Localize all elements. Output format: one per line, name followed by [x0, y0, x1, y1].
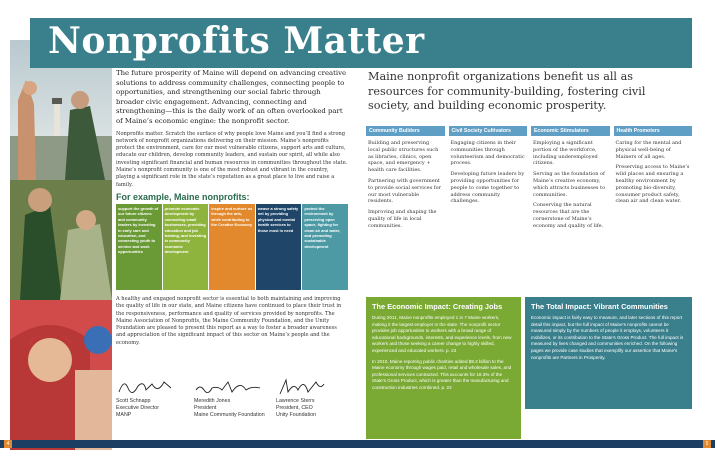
- left-column: [116, 69, 348, 347]
- example-heading: For example, Maine nonprofits:: [116, 191, 250, 202]
- photo-collage: [10, 40, 112, 450]
- signer-title: President, CEO: [276, 405, 313, 411]
- box-paragraph: During 2011, Maine nonprofits employed 1 in 7 Maine workers, making it the largest employer in the state. The nonprofit sector provides job opportunities to workers with a broad range of educational backgrounds, interests, and experience levels, from new workers and those seeking a career change to highly skilled, experienced and educated workers. p. 23: [372, 315, 512, 353]
- column-header: Economic Stimulators: [531, 126, 610, 136]
- body-paragraph-2: A healthy and engaged nonprofit sector is essential to both maintaining and improving the quality of life in our state, and Maine citizens have continued to place their trust in the responsiveness, performance and quality of services provided by nonprofits. The Maine Association of Nonprofits, the Maine Community Foundation, and the Unity Foundation are pleased to present this report as a way to foster a broader awareness and appreciation of the significant impact of this sector on Maine’s people and the economy.: [116, 295, 342, 346]
- handwritten-signature: [276, 376, 326, 398]
- column-header: Health Promoters: [614, 126, 693, 136]
- column-paragraph: Improving and shaping the quality of life in local communities.: [368, 209, 437, 229]
- box-title: The Total Impact: Vibrant Communities: [531, 302, 668, 311]
- body-paragraph-1: Nonprofits matter. Scratch the surface of why people love Maine and you’ll find a strong network of nonprofit organizations delivering on their mission. Maine’s nonprofits protect the environment, care for our most vulnerable citizens, support arts and culture, educate our children, develop community leaders, and sustain our spirit, all while also investing significant financial and human resources in communities throughout the state. Maine’s nonprofit community is one of the most robust and vibrant in the country, playing a significant role in the state’s reputation as a great place to live and raise a family.: [116, 130, 348, 188]
- box-paragraph: Economic impact is fairly easy to measure, and later sections of this report detail this impact, but the full impact of Maine’s nonprofits cannot be measured simply by the numbers of people it employs, volunteers it mobilizes, or its contribution to the State’s Gross Product. The full impact is measured by lives changed and communities enriched. On the following pages we provide case studies that exemplify our assertion that Maine’s nonprofits are Partners in Prosperity.: [531, 315, 684, 360]
- photo-collage-image: [10, 40, 112, 450]
- box-paragraph: In 2010, Maine reporting public charities added $9.3 billion to the Maine economy through wages paid, retail and wholesale sales, and professional services contracted. This accounts for 18.3% of the State’s Gross Product, which is greater than the manufacturing and construction industries combined. p. 22: [372, 358, 512, 390]
- benefit-columns: [366, 126, 692, 230]
- signer-title: President: [194, 405, 217, 411]
- signer-org: Unity Foundation: [276, 412, 317, 418]
- column-paragraph: Developing future leaders by providing opportunities for people to come together to address community challenges.: [450, 171, 525, 205]
- total-impact-box: [525, 297, 692, 409]
- page-number-left: 4: [4, 440, 12, 448]
- title-banner: [30, 18, 692, 68]
- signer-name: Lawrence Sterrs: [276, 398, 315, 404]
- footer-bar: [0, 440, 715, 448]
- column-paragraph: Serving as the foundation of Maine’s creative economy, which attracts businesses to communities.: [533, 171, 606, 198]
- right-heading: Maine nonprofit organizations benefit us all as resources for community-building, fostering civil society, and building economic prosperity.: [368, 70, 646, 113]
- column-health-promoters: [614, 126, 693, 230]
- column-paragraph: Partnering with government to provide social services for our most vulnerable residents.: [368, 177, 442, 205]
- handwritten-signature: [194, 376, 264, 398]
- example-tile: promote economic development by connecting small businesses, providing education and job training, and investing in community economic development: [163, 204, 209, 290]
- signer-title: Executive Director: [116, 405, 159, 411]
- page-number-right: 5: [703, 440, 711, 448]
- signature-3: [276, 376, 326, 419]
- column-paragraph: Engaging citizens in their communities through volunteerism and democratic process.: [450, 140, 525, 167]
- column-paragraph: Conserving the natural resources that are the cornerstone of Maine’s economy and quality of life.: [533, 202, 604, 229]
- column-paragraph: Employing a significant portion of the workforce, including underemployed citizens.: [533, 140, 598, 167]
- handwritten-signature: [116, 376, 174, 398]
- example-tile: support the growth of our future citizens and community leaders by investing in early care and education, and connecting youth to service and work opportunities: [116, 204, 162, 290]
- column-economic-stimulators: [531, 126, 610, 230]
- column-paragraph: Preserving access to Maine’s wild places and ensuring a healthy environment by promoting bio-diversity, consumer product safety, clean air and clean water.: [615, 164, 690, 205]
- example-tile: inspire and nurture us through the arts, while contributing to the Creative Economy: [209, 204, 255, 290]
- example-tile: protect the environment by preserving open space, fighting for clean air and water, and promoting sustainable development: [302, 204, 348, 290]
- economic-impact-box: [366, 297, 521, 439]
- intro-paragraph: The future prosperity of Maine will depend on advancing creative solutions to address community challenges, connecting people to opportunities, and strengthening our social fabric through broader civic engagement. Advancing, connecting and strengthening—this is the daily work of an often overlooked part of Maine’s economic engine: the nonprofit sector.: [116, 69, 347, 125]
- page-title: Nonprofits Matter: [48, 20, 425, 62]
- signature-2: [194, 376, 265, 419]
- column-header: Civil Society Cultivators: [449, 126, 528, 136]
- column-header: Community Builders: [366, 126, 445, 136]
- box-title: The Economic Impact: Creating Jobs: [372, 302, 503, 311]
- signer-org: Maine Community Foundation: [194, 412, 265, 418]
- signer-name: Meredith Jones: [194, 398, 231, 404]
- column-paragraph: Caring for the mental and physical well-being of Mainers of all ages.: [615, 140, 682, 160]
- signer-org: MANP: [116, 412, 132, 418]
- signature-block: [116, 376, 356, 436]
- column-community-builders: [366, 126, 445, 230]
- signature-1: [116, 376, 174, 419]
- example-tile: weave a strong safety net by providing physical and mental health services to those most in need: [256, 204, 302, 290]
- column-civil-society: [449, 126, 528, 230]
- column-paragraph: Building and preserving local public structures such as libraries, clinics, open space, and emergency + health care facilities.: [368, 140, 439, 174]
- signer-name: Scott Schnapp: [116, 398, 151, 404]
- example-tiles: [116, 204, 348, 290]
